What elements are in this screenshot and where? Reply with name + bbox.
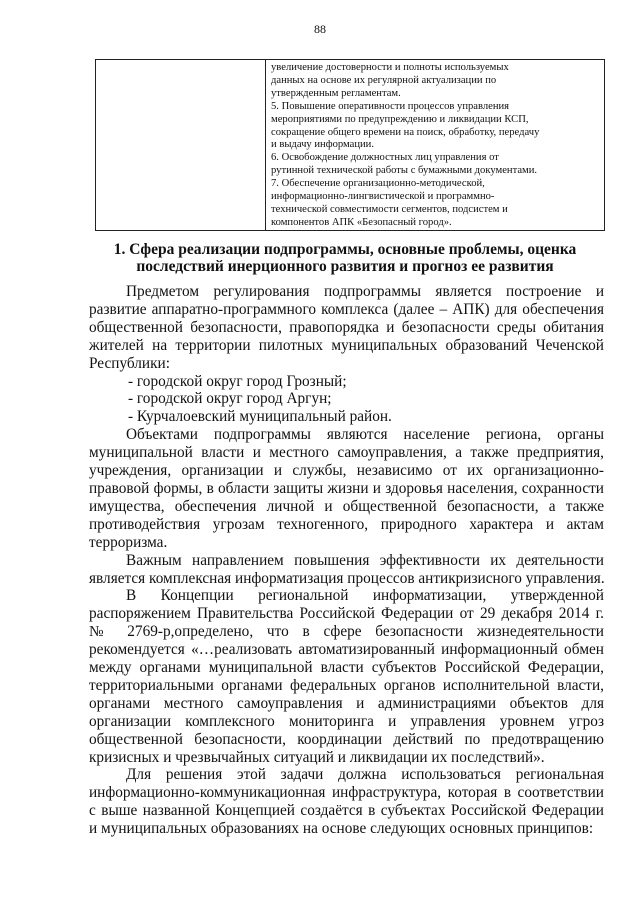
body-line: и муниципальных образованиях на основе следующих основных принципов: (89, 820, 594, 838)
list-item: - Курчалоевский муниципальный район. (128, 408, 392, 426)
body-line: между органами муниципальной власти субъектов Российской Федерации, (89, 659, 604, 677)
body-line: территориальными органами федеральных органов исполнительной власти, (89, 676, 604, 694)
table-line: технической совместимости сегментов, подсистем и (271, 203, 508, 215)
body-line: общественной безопасности, правопорядка и безопасности среды обитания (89, 318, 604, 336)
table-line: данных на основе их регулярной актуализации по (271, 74, 497, 86)
body-line: развитие аппаратно-программного комплекса (далее – АПК) для обеспечения (89, 300, 604, 318)
heading-line: последствий инерционного развития и прогноз ее развития (136, 258, 554, 275)
table-line: компонентов АПК «Безопасный город». (271, 216, 452, 228)
body-line: жителей на территории пилотных муниципальных образований Чеченской (89, 336, 604, 354)
body-line: имущества, обеспечения личной и общественной безопасности, а также (89, 497, 604, 515)
table-line: сокращение общего времени на поиск, обработку, передачу (271, 126, 540, 138)
body-line: общественной безопасности, координации действий по предотвращению (89, 730, 604, 748)
page-number: 88 (314, 22, 326, 36)
body-line: организации комплексного мониторинга и управления уровнем угроз (89, 712, 604, 730)
heading-line: 1. Сфера реализации подпрограммы, основные проблемы, оценка (113, 241, 577, 258)
continuation-table (95, 59, 605, 231)
table-line: рутинной технической работы с бумажными документами. (271, 165, 538, 177)
body-line: В Концепции региональной информатизации, утвержденной (126, 587, 604, 605)
table-line: 5. Повышение оперативности процессов управления (271, 100, 510, 112)
body-line: Республики: (89, 354, 170, 372)
body-line: Объектами подпрограммы являются население региона, органы (126, 426, 604, 444)
table-line: 6. Освобождение должностных лиц управления от (271, 152, 499, 164)
section-heading (80, 241, 610, 275)
table-line: информационно-лингвистической и программно- (271, 191, 495, 203)
body-line: является комплексная информатизация процессов антикризисного управления. (89, 569, 605, 587)
body-line: рекомендуется «…реализовать автоматизированный информационный обмен (89, 641, 604, 659)
body-line: органами местного самоуправления и администрациями объектов для (89, 694, 604, 712)
table-cell-right (266, 60, 604, 230)
body-line: кризисных и чрезвычайных ситуаций и ликвидации их последствий». (89, 748, 545, 766)
table-cell-left (96, 60, 266, 230)
table-line: увеличение достоверности и полноты используемых (271, 62, 509, 73)
body-line: № 2769-р,определено, что в сфере безопасности жизнедеятельности (89, 623, 604, 641)
body-line: Важным направлением повышения эффективности их деятельности (126, 551, 604, 569)
body-text (89, 283, 604, 838)
body-line: с выше названной Концепцией создаётся в субъектах Российской Федерации (89, 802, 604, 820)
body-line: распоряжением Правительства Российской Федерации от 29 декабря 2014 г. (89, 605, 604, 623)
body-line: терроризма. (89, 533, 168, 551)
body-line: муниципальной власти и местного самоуправления, а также предприятия, (89, 444, 604, 462)
body-line: правовой формы, в области защиты жизни и здоровья населения, сохранности (89, 479, 604, 497)
list-item: - городской округ город Грозный; (128, 372, 347, 390)
body-line: учреждения, организации и службы, независимо от их организационно- (89, 462, 604, 480)
list-item: - городской округ город Аргун; (128, 390, 332, 408)
table-line: утвержденным регламентам. (271, 87, 401, 99)
table-line: и выдачу информации. (271, 139, 375, 151)
table-line: мероприятиями по предупреждению и ликвидации КСП, (271, 113, 529, 125)
table-line: 7. Обеспечение организационно-методической, (271, 178, 485, 190)
body-line: информационно-коммуникационная инфраструктура, которая в соответствии (89, 784, 604, 802)
body-line: Предметом регулирования подпрограммы является построение и (126, 283, 604, 300)
body-line: Для решения этой задачи должна использоваться региональная (126, 766, 604, 784)
body-line: противодействия угрозам техногенного, природного характера и актам (89, 515, 604, 533)
